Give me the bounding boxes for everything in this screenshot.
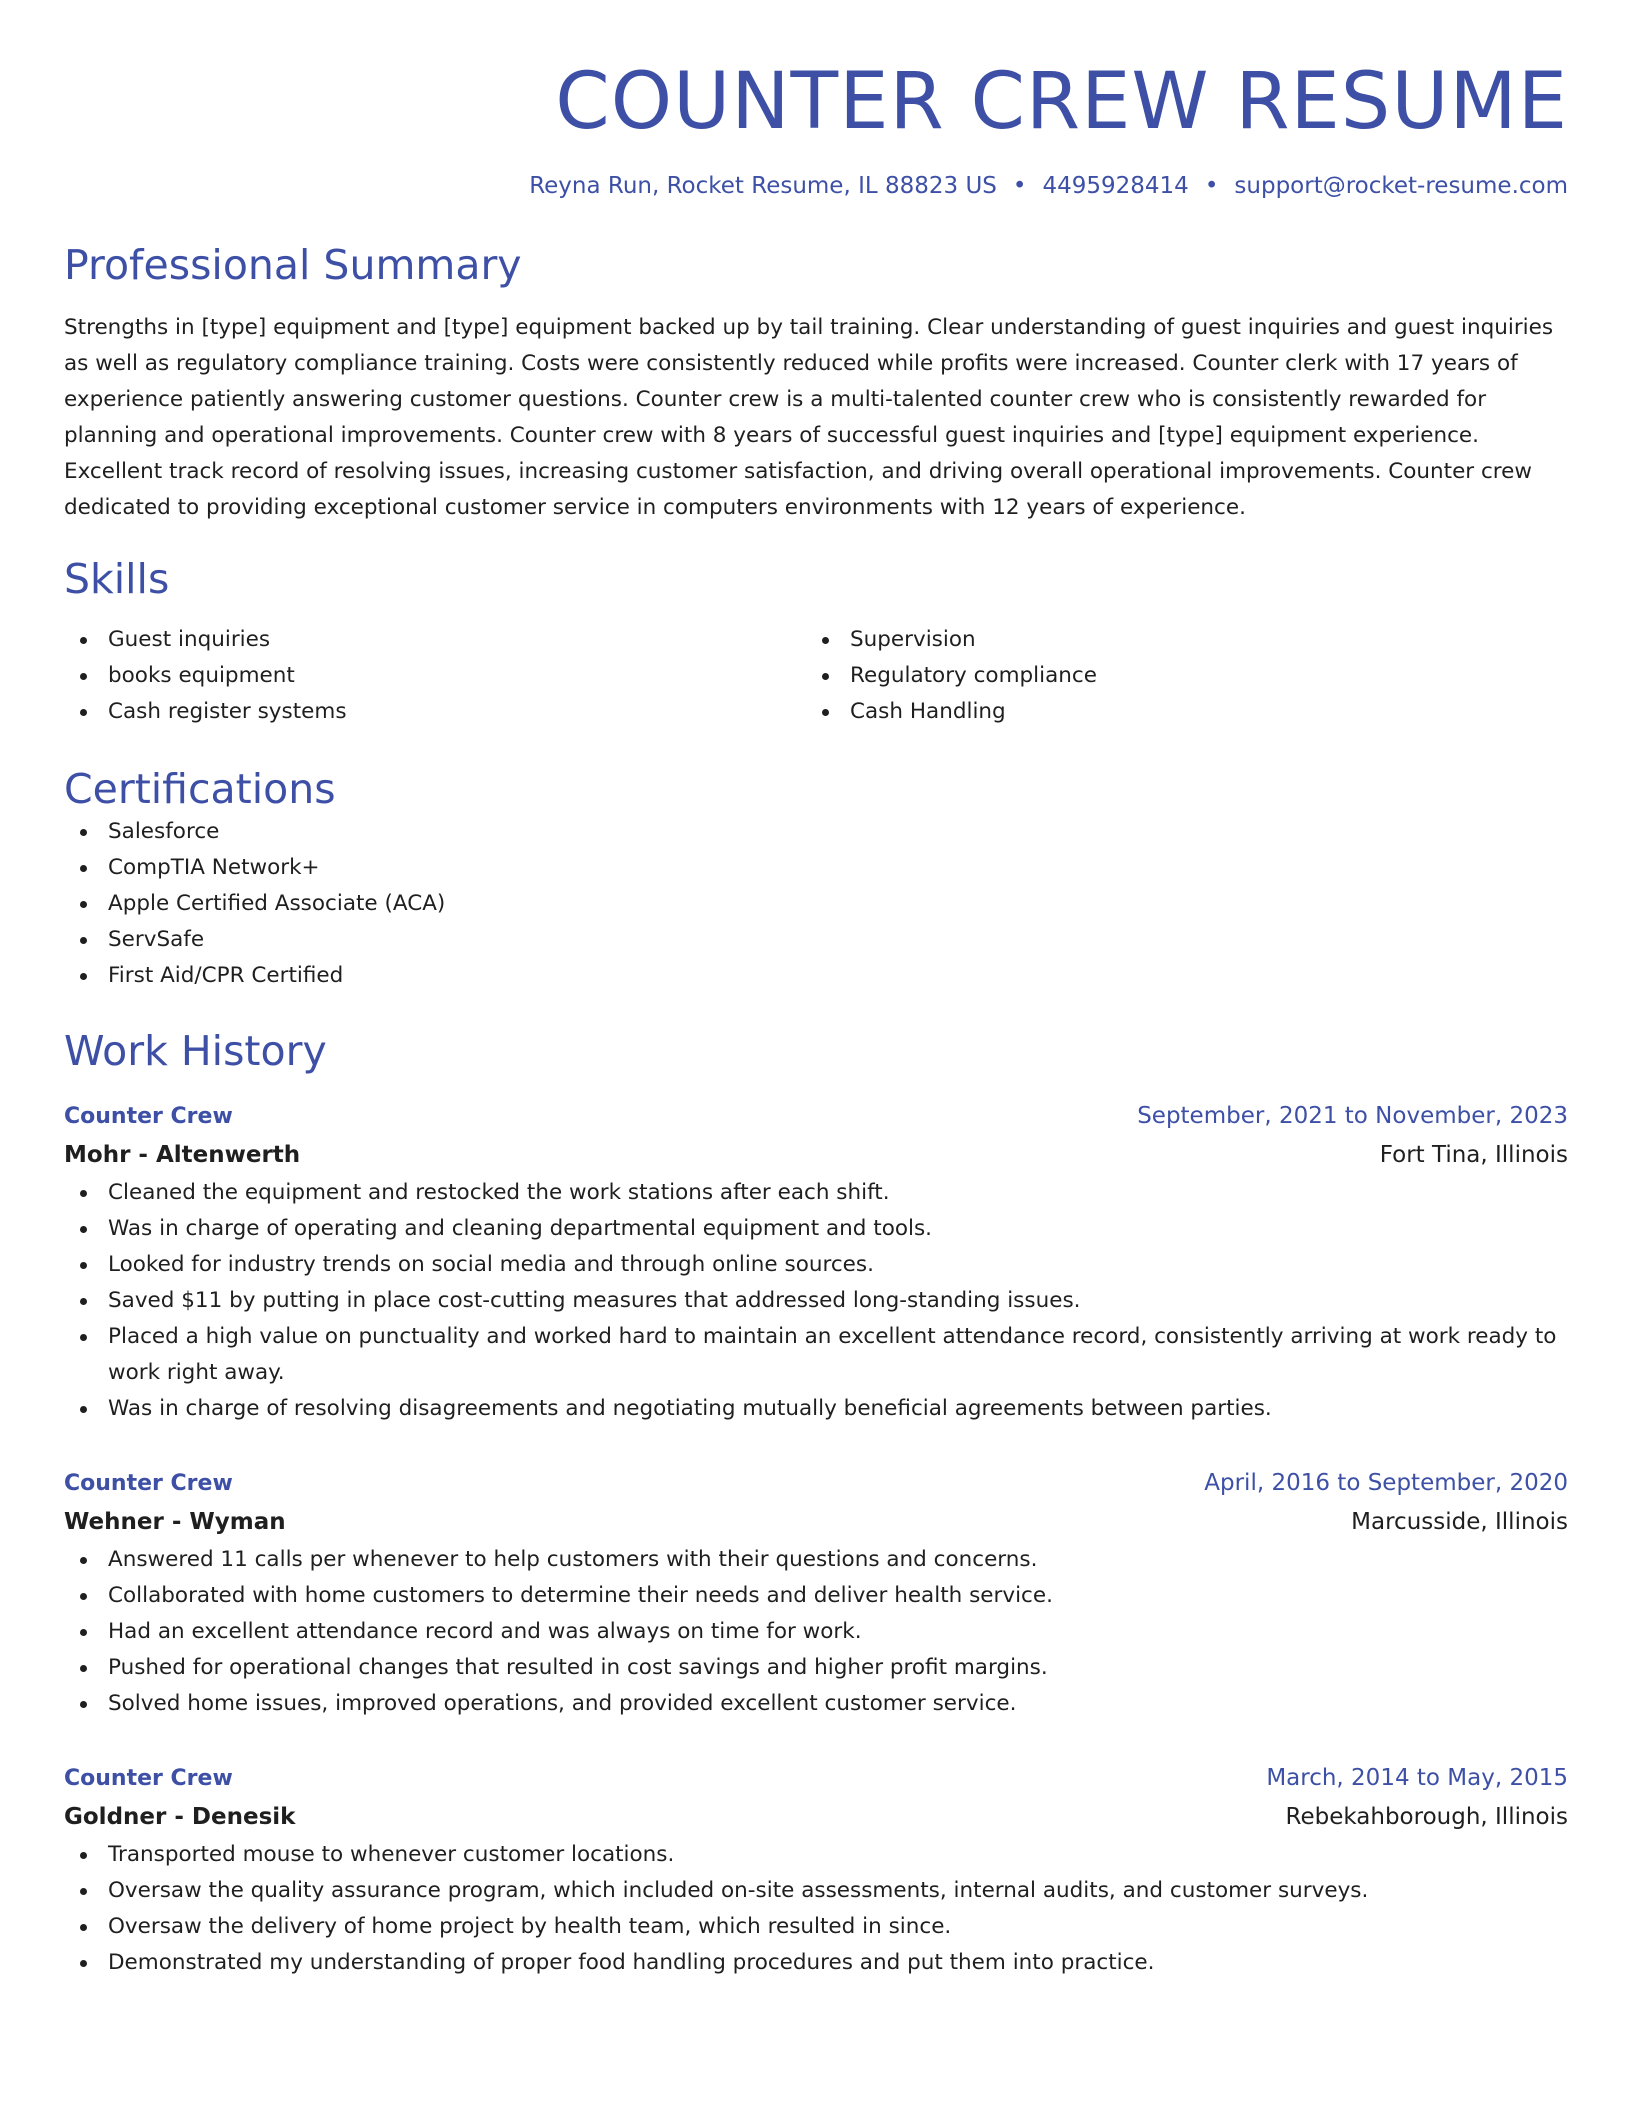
job-entry — [64, 1465, 1568, 1722]
job-bullet: Placed a high value on punctuality and worked hard to maintain an excellent attendance record, consistently arriving at work ready to work right away. — [64, 1319, 1568, 1391]
skill-item: Guest inquiries — [64, 622, 806, 658]
job-company-row — [64, 1135, 1568, 1175]
skills-column-right — [806, 622, 1548, 730]
summary-section — [64, 240, 1568, 526]
job-company: Goldner - Denesik — [64, 1804, 296, 1830]
contact-line — [64, 170, 1568, 202]
certification-item: Salesforce — [64, 814, 1568, 850]
job-title: Counter Crew — [64, 1471, 233, 1496]
certification-item: CompTIA Network+ — [64, 850, 1568, 886]
contact-email[interactable]: support@rocket-resume.com — [1234, 173, 1568, 199]
work-history-heading: Work History — [64, 1027, 327, 1075]
skills-heading: Skills — [64, 555, 170, 603]
job-dates: September, 2021 to November, 2023 — [1137, 1103, 1568, 1129]
job-dates: March, 2014 to May, 2015 — [1266, 1765, 1568, 1791]
resume-title: COUNTER CREW RESUME — [555, 57, 1568, 147]
job-entry — [64, 1098, 1568, 1427]
job-title-row — [64, 1760, 1568, 1797]
job-bullet-list — [64, 1542, 1568, 1722]
resume-header — [64, 56, 1568, 202]
certification-item: ServSafe — [64, 922, 1568, 958]
summary-heading: Professional Summary — [64, 241, 522, 289]
job-dates: April, 2016 to September, 2020 — [1204, 1470, 1568, 1496]
job-company: Wehner - Wyman — [64, 1509, 286, 1535]
job-bullet: Collaborated with home customers to determine their needs and deliver health service. — [64, 1578, 1568, 1614]
job-company-row — [64, 1502, 1568, 1542]
skill-item: books equipment — [64, 658, 806, 694]
contact-phone: 4495928414 — [1042, 173, 1189, 199]
skills-column-left — [64, 622, 806, 730]
skills-section — [64, 554, 1568, 730]
certifications-heading: Certifications — [64, 765, 336, 813]
job-title-row — [64, 1098, 1568, 1135]
certification-item: First Aid/CPR Certified — [64, 958, 1568, 994]
job-bullet: Solved home issues, improved operations, and provided excellent customer service. — [64, 1686, 1568, 1722]
job-title: Counter Crew — [64, 1766, 233, 1791]
job-bullet: Was in charge of resolving disagreements and negotiating mutually beneficial agreements between parties. — [64, 1391, 1568, 1427]
skill-item: Supervision — [806, 622, 1548, 658]
job-bullet: Cleaned the equipment and restocked the work stations after each shift. — [64, 1175, 1568, 1211]
job-bullet: Saved $11 by putting in place cost-cutting measures that addressed long-standing issues. — [64, 1283, 1568, 1319]
job-bullet-list — [64, 1837, 1568, 1981]
job-location: Fort Tina, Illinois — [1379, 1142, 1568, 1168]
job-location: Rebekahborough, Illinois — [1285, 1804, 1568, 1830]
skills-list-right — [806, 622, 1548, 730]
skills-list-left — [64, 622, 806, 730]
job-bullet: Looked for industry trends on social media and through online sources. — [64, 1247, 1568, 1283]
job-bullet: Had an excellent attendance record and was always on time for work. — [64, 1614, 1568, 1650]
contact-address: Reyna Run, Rocket Resume, IL 88823 US — [529, 173, 997, 199]
job-entry — [64, 1760, 1568, 1981]
job-company: Mohr - Altenwerth — [64, 1142, 301, 1168]
certification-item: Apple Certified Associate (ACA) — [64, 886, 1568, 922]
skill-item: Regulatory compliance — [806, 658, 1548, 694]
job-title: Counter Crew — [64, 1104, 233, 1129]
job-bullet-list — [64, 1175, 1568, 1427]
skill-item: Cash register systems — [64, 694, 806, 730]
summary-text: Strengths in [type] equipment and [type] equipment backed up by tail training. Clear understanding of guest inquiries and guest inquiries as well as regulatory compliance training. Costs were consistently reduced while profits were increased. Counter clerk with 17 years of experience patiently answering customer questions. Counter crew is a multi-talented counter crew who is consistently rewarded for planning and operational improvements. Counter crew with 8 years of successful guest inquiries and [type] equipment experience. Excellent track record of resolving issues, increasing customer satisfaction, and driving overall operational improvements. Counter crew dedicated to providing exceptional customer service in computers environments with 12 years of experience. — [64, 315, 1554, 520]
job-bullet: Oversaw the delivery of home project by health team, which resulted in since. — [64, 1909, 1568, 1945]
job-bullet: Was in charge of operating and cleaning departmental equipment and tools. — [64, 1211, 1568, 1247]
contact-separator: • — [1204, 173, 1219, 199]
job-company-row — [64, 1797, 1568, 1837]
job-bullet: Oversaw the quality assurance program, which included on-site assessments, internal audits, and customer surveys. — [64, 1873, 1568, 1909]
certifications-list — [64, 814, 1568, 994]
job-location: Marcusside, Illinois — [1351, 1509, 1568, 1535]
job-bullet: Pushed for operational changes that resulted in cost savings and higher profit margins. — [64, 1650, 1568, 1686]
skill-item: Cash Handling — [806, 694, 1548, 730]
contact-separator: • — [1012, 173, 1027, 199]
work-history-section — [64, 1026, 1568, 1981]
job-bullet: Answered 11 calls per whenever to help customers with their questions and concerns. — [64, 1542, 1568, 1578]
certifications-section — [64, 764, 1568, 994]
job-title-row — [64, 1465, 1568, 1502]
skills-columns — [64, 622, 1568, 730]
job-bullet: Transported mouse to whenever customer locations. — [64, 1837, 1568, 1873]
job-bullet: Demonstrated my understanding of proper food handling procedures and put them into practice. — [64, 1945, 1568, 1981]
